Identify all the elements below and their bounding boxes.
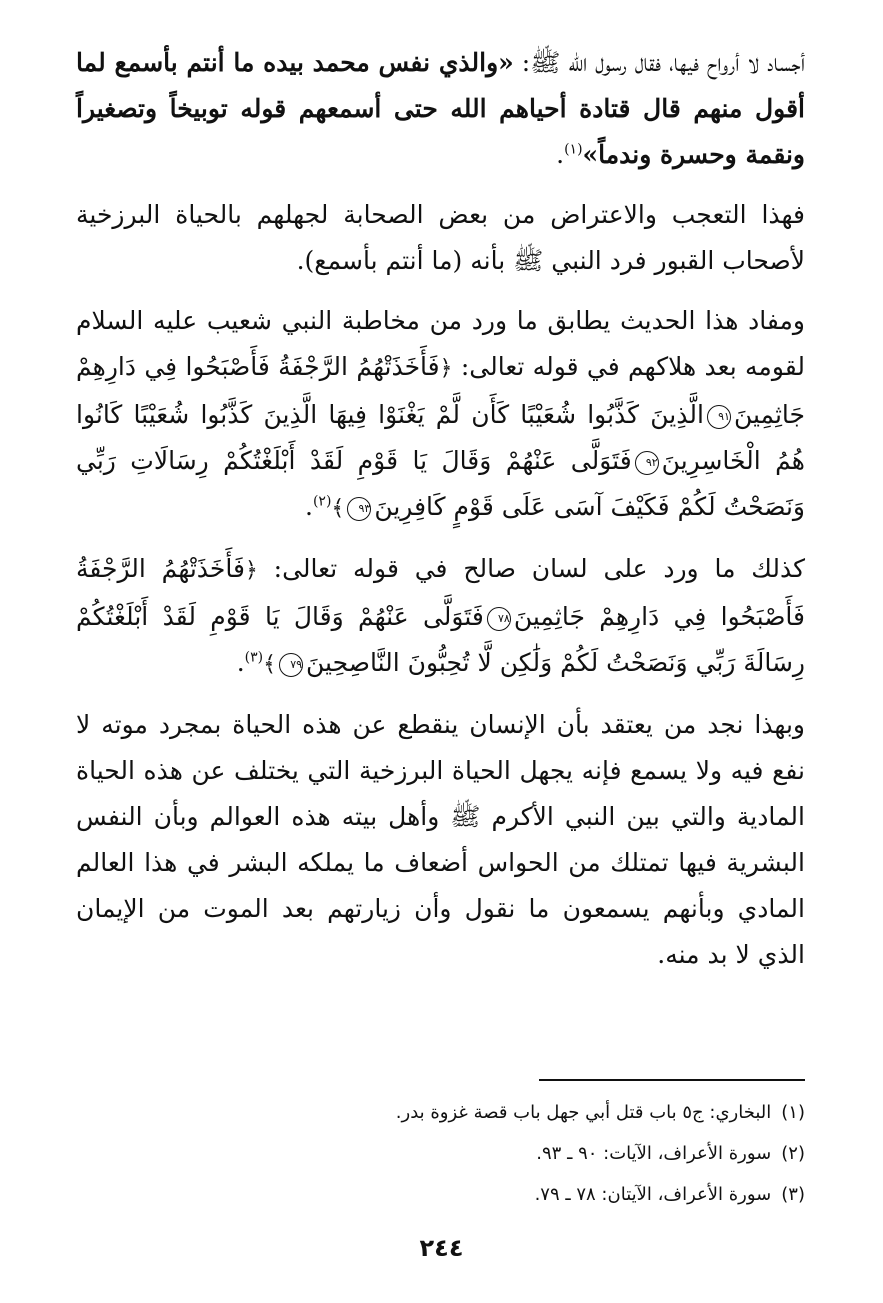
footnote-ref-3: (٣)	[244, 649, 264, 666]
quran-verse-79: فَتَوَلَّى عَنْهُمْ وَقَالَ يَا قَوْمِ لَقَدْ أَبْلَغْتُكُمْ رِسَالَةَ رَبِّي وَنَصَحْتُ لَكُمْ وَلَٰكِن لَّا تُحِبُّونَ النَّاصِحِينَ	[76, 602, 805, 677]
quran-close-brace: ﴾	[331, 496, 345, 521]
salih-end: .	[236, 648, 245, 677]
footnote-number: (١)	[781, 1102, 805, 1123]
paragraph-hadith	[76, 40, 805, 178]
paragraph-conclusion	[76, 702, 805, 978]
quran-verse-91: فَأَخَذَتْهُمُ الرَّجْفَةُ فَأَصْبَحُوا فِي دَارِهِمْ جَاثِمِينَ	[76, 352, 805, 429]
footnote-text: سورة الأعراف، الآيات: ٩٠ ـ ٩٣.	[536, 1143, 772, 1164]
quran-verse-78: فَأَخَذَتْهُمُ الرَّجْفَةُ فَأَصْبَحُوا فِي دَارِهِمْ جَاثِمِينَ	[76, 554, 806, 631]
explanation-text: فهذا التعجب والاعتراض من بعض الصحابة لجهلهم بالحياة البرزخية لأصحاب القبور فرد النبي ﷺ بأنه (ما أنتم بأسمع).	[76, 200, 805, 275]
shuayb-lead: ومفاد هذا الحديث يطابق ما ورد من مخاطبة النبي شعيب عليه السلام لقومه بعد هلاكهم في قوله تعالى:	[76, 306, 805, 381]
hadith-end: .	[556, 140, 565, 169]
footnote-ref-1: (١)	[564, 141, 583, 158]
footnote-item	[76, 1174, 805, 1215]
ayah-number-79: ٧٩	[279, 653, 303, 677]
footnote-number: (٢)	[781, 1143, 805, 1164]
paragraph-salih	[76, 546, 805, 688]
footnote-text: البخاري: ج٥ باب قتل أبي جهل باب قصة غزوة بدر.	[395, 1102, 772, 1123]
footnote-text: سورة الأعراف، الآيتان: ٧٨ ـ ٧٩.	[534, 1184, 772, 1205]
paragraph-explanation	[76, 192, 805, 284]
footnote-item	[76, 1092, 805, 1133]
hadith-quote: «والذي نفس محمد بيده ما أنتم بأسمع لما أقول منهم قال قتادة أحياهم الله حتى أسمعهم قوله توبيخاً وتصغيراً ونقمة وحسرة وندماً»	[76, 48, 805, 169]
quran-verse-93: فَتَوَلَّى عَنْهُمْ وَقَالَ يَا قَوْمِ لَقَدْ أَبْلَغْتُكُمْ رِسَالَاتِ رَبِّي وَنَصَحْتُ لَكُمْ فَكَيْفَ آسَى عَلَى قَوْمٍ كَافِرِينَ	[76, 446, 805, 521]
ayah-number-93: ٩٣	[347, 497, 371, 521]
footnote-divider	[539, 1079, 805, 1081]
salih-lead: كذلك ما ورد على لسان صالح في قوله تعالى:	[257, 554, 805, 583]
ayah-number-91: ٩١	[707, 405, 731, 429]
footnote-number: (٣)	[781, 1184, 805, 1205]
conclusion-text: وبهذا نجد من يعتقد بأن الإنسان ينقطع عن هذه الحياة بمجرد موته لا نفع فيه ولا يسمع فإنه يجهل الحياة البرزخية التي يختلف عن هذه الحياة المادية والتي بين النبي الأكرم ﷺ وأهل بيته هذه العوالم وبأن النفس البشرية فيها تمتلك من الحواس أضعاف ما يملكه البشر في هذا العالم المادي وبأنهم يسمعون ما نقول وأن زيارتهم بعد الموت من الإيمان الذي لا بد منه.	[76, 710, 805, 969]
footnotes	[76, 1092, 805, 1215]
ayah-number-92: ٩٢	[635, 451, 659, 475]
quran-open-brace: ﴿	[244, 558, 258, 583]
footnote-ref-2: (٢)	[312, 493, 332, 510]
quran-verse-92: الَّذِينَ كَذَّبُوا شُعَيْبًا كَأَن لَّمْ يَغْنَوْا فِيهَا الَّذِينَ كَذَّبُوا شُعَيْبًا كَانُوا هُمُ الْخَاسِرِينَ	[76, 400, 805, 475]
page-number: ٢٤٤	[419, 1234, 464, 1262]
ayah-number-78: ٧٨	[487, 607, 511, 631]
quran-close-brace: ﴾	[263, 652, 277, 677]
footnote-item	[76, 1133, 805, 1174]
quran-open-brace: ﴿	[439, 356, 453, 381]
shuayb-end: .	[305, 492, 313, 521]
paragraph-shuayb	[76, 298, 805, 532]
hadith-lead: أجساد لا أرواح فيها، فقال رسول الله ﷺ:	[513, 48, 806, 77]
